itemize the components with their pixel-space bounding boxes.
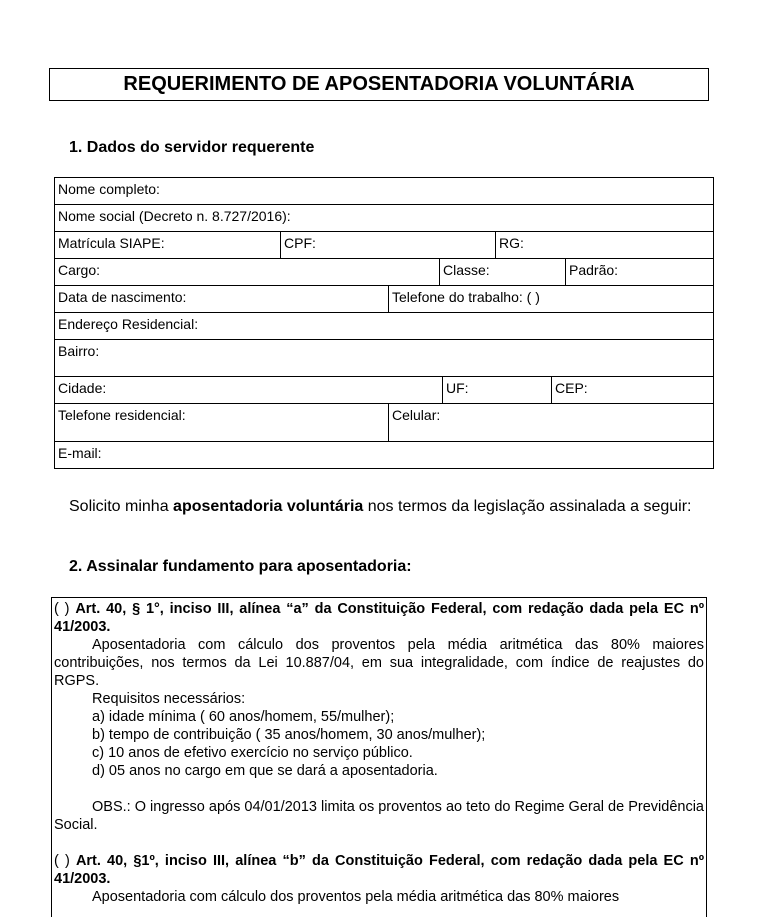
row-telefones: [55, 404, 713, 442]
field-cargo[interactable]: Cargo:: [58, 262, 101, 278]
option-2-heading-text: Art. 40, §1º, inciso III, alínea “b” da Constituição Federal, com redação dada pela EC nº 41/2003.: [54, 853, 704, 887]
spacer: [54, 834, 704, 852]
option-1-requirement-b: b) tempo de contribuição ( 35 anos/homem, 30 anos/mulher);: [92, 727, 486, 743]
field-rg[interactable]: RG:: [495, 232, 713, 258]
option-1-heading: [54, 600, 704, 636]
section-2-heading: 2. Assinalar fundamento para aposentadoria:: [69, 558, 412, 575]
option-1-obs: OBS.: O ingresso após 04/01/2013 limita os proventos ao teto do Regime Geral de Previdência Social.: [54, 799, 704, 833]
row-endereco: [55, 313, 713, 340]
field-uf[interactable]: UF:: [442, 377, 551, 403]
row-nascimento: [55, 286, 713, 313]
row-cidade: [55, 377, 713, 404]
field-nome-completo[interactable]: Nome completo:: [58, 181, 160, 197]
request-statement-post: nos termos da legislação assinalada a seguir:: [363, 498, 692, 515]
option-1-heading-text: Art. 40, § 1°, inciso III, alínea “a” da Constituição Federal, com redação dada pela EC nº 41/2003.: [54, 601, 705, 635]
row-email: [55, 442, 713, 468]
option-1-requirement-c: c) 10 anos de efetivo exercício no serviço público.: [92, 745, 413, 761]
form-title: [49, 68, 709, 101]
option-2-description: Aposentadoria com cálculo dos proventos pela média aritmética das 80% maiores: [92, 889, 620, 905]
field-endereco-residencial[interactable]: Endereço Residencial:: [58, 316, 199, 332]
spacer: [54, 780, 704, 798]
option-1-requirement-a: a) idade mínima ( 60 anos/homem, 55/mulher);: [92, 709, 395, 725]
request-statement: [69, 497, 709, 517]
field-cidade[interactable]: Cidade:: [58, 380, 107, 396]
request-statement-pre: Solicito minha: [69, 498, 174, 515]
option-1-requirement-d: d) 05 anos no cargo em que se dará a aposentadoria.: [92, 763, 438, 779]
form-title-text: REQUERIMENTO DE APOSENTADORIA VOLUNTÁRIA: [123, 73, 635, 95]
option-2-heading: [54, 852, 704, 888]
row-cargo: [55, 259, 713, 286]
field-cep[interactable]: CEP:: [551, 377, 713, 403]
fundamento-box: [51, 597, 707, 917]
field-email[interactable]: E-mail:: [58, 445, 102, 461]
field-celular[interactable]: Celular:: [388, 404, 713, 441]
option-1-description: Aposentadoria com cálculo dos proventos pela média aritmética das 80% maiores contribuições, nos termos da Lei 10.887/04, em sua integralidade, com índice de reajustes do RGPS.: [54, 637, 704, 689]
field-nome-social[interactable]: Nome social (Decreto n. 8.727/2016):: [58, 208, 291, 224]
option-1-requirements-title: Requisitos necessários:: [92, 691, 246, 707]
option-2-checkbox[interactable]: ( ): [54, 853, 70, 869]
option-1-checkbox[interactable]: ( ): [54, 601, 70, 617]
row-bairro: [55, 340, 713, 377]
field-telefone-residencial[interactable]: Telefone residencial:: [58, 407, 186, 423]
row-nome-social: [55, 205, 713, 232]
field-cpf[interactable]: CPF:: [280, 232, 495, 258]
applicant-data-table: [54, 177, 714, 469]
field-telefone-trabalho[interactable]: Telefone do trabalho: ( ): [388, 286, 713, 312]
field-classe[interactable]: Classe:: [439, 259, 565, 285]
section-1-heading: 1. Dados do servidor requerente: [69, 139, 315, 156]
row-nome: [55, 178, 713, 205]
field-bairro[interactable]: Bairro:: [58, 343, 100, 359]
field-matricula-siape[interactable]: Matrícula SIAPE:: [58, 235, 165, 251]
request-statement-bold: aposentadoria voluntária: [173, 498, 364, 515]
field-padrao[interactable]: Padrão:: [565, 259, 713, 285]
field-data-nascimento[interactable]: Data de nascimento:: [58, 289, 187, 305]
row-ids: [55, 232, 713, 259]
